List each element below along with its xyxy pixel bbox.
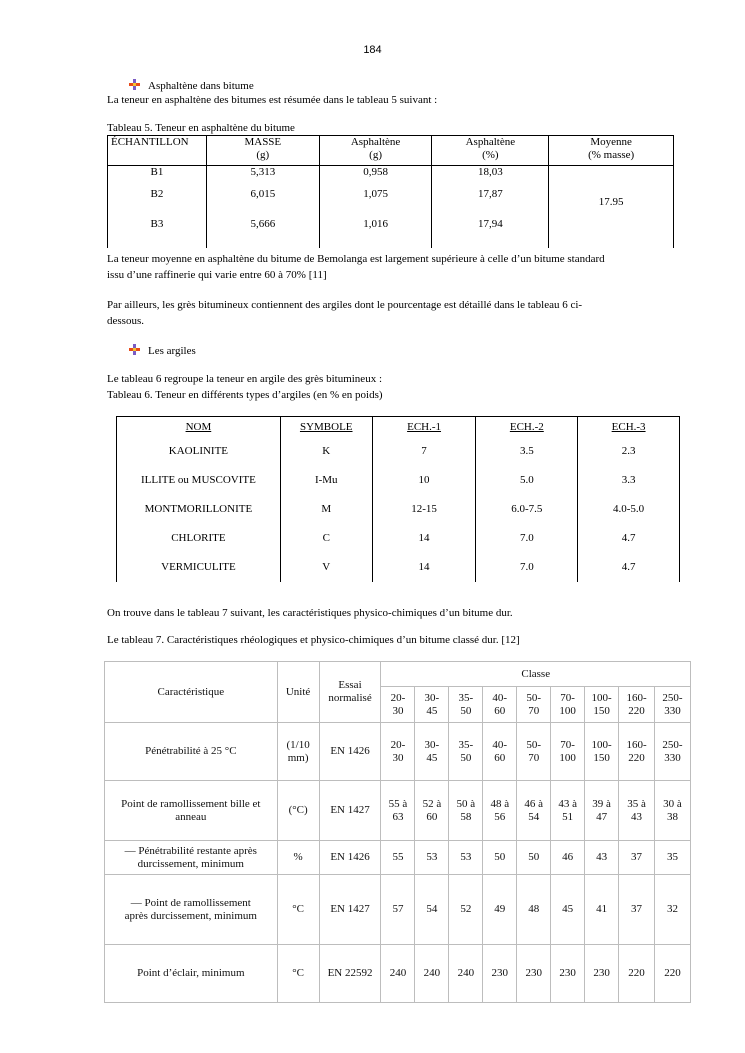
cell: 4.7	[578, 553, 680, 582]
value-cell: 49	[483, 875, 517, 945]
value-cell: 37	[619, 875, 655, 945]
value-cell: 100- 150	[585, 723, 619, 781]
characteristic-cell: Pénétrabilité à 25 °C	[105, 723, 278, 781]
header-cell: ÉCHANTILLON	[108, 136, 207, 166]
table-row	[105, 781, 691, 841]
header-cell: Asphaltène (%)	[432, 136, 549, 166]
table-header-row	[105, 662, 691, 687]
class-header-cell: 20- 30	[381, 687, 415, 723]
cell: 6,015	[206, 188, 319, 218]
value-cell: 50	[517, 841, 551, 875]
header-cell: ECH.-2	[476, 417, 578, 438]
cell: 3.5	[476, 437, 578, 466]
value-cell: 230	[483, 945, 517, 1003]
section-title: Asphaltène dans bitume	[148, 80, 254, 92]
cell: ILLITE ou MUSCOVITE	[117, 466, 281, 495]
header-cell: NOM	[117, 417, 281, 438]
header-cell: ECH.-1	[372, 417, 476, 438]
value-cell: 35 à 43	[619, 781, 655, 841]
cell: 7.0	[476, 553, 578, 582]
cell: B2	[108, 188, 207, 218]
cell: 2.3	[578, 437, 680, 466]
table-row	[105, 945, 691, 1003]
table-row	[117, 466, 680, 495]
value-cell: 54	[415, 875, 449, 945]
section-title: Les argiles	[148, 345, 196, 357]
table6-caption: Tableau 6. Teneur en différents types d’argiles (en % en poids)	[107, 389, 383, 401]
value-cell: 240	[415, 945, 449, 1003]
cell: 5.0	[476, 466, 578, 495]
table7-caption: Le tableau 7. Caractéristiques rhéologiques et physico-chimiques d’un bitume classé dur. [12]	[107, 634, 520, 646]
value-cell: 48 à 56	[483, 781, 517, 841]
value-cell: 39 à 47	[585, 781, 619, 841]
value-cell: 240	[381, 945, 415, 1003]
value-cell: 35- 50	[449, 723, 483, 781]
bullet-icon	[129, 79, 140, 90]
average-cell: 17.95	[549, 166, 674, 249]
value-cell: 57	[381, 875, 415, 945]
header-cell: Asphaltène (g)	[319, 136, 432, 166]
paragraph-asphaltene-comparison: La teneur moyenne en asphaltène du bitume de Bemolanga est largement supérieure à celle d’un bitume standard issu d’une raffinerie qui varie entre 60 à 70% [11]	[107, 253, 605, 281]
characteristic-cell: — Pénétrabilité restante après durcissement, minimum	[105, 841, 278, 875]
table6	[116, 416, 680, 582]
value-cell: 240	[449, 945, 483, 1003]
value-cell: 43	[585, 841, 619, 875]
section-intro: Le tableau 6 regroupe la teneur en argile des grès bitumineux :	[107, 373, 382, 385]
table-row	[105, 841, 691, 875]
cell: 6.0-7.5	[476, 495, 578, 524]
cell: K	[280, 437, 372, 466]
class-header-cell: 40- 60	[483, 687, 517, 723]
cell: C	[280, 524, 372, 553]
class-header-cell: 35- 50	[449, 687, 483, 723]
class-header-cell: 70- 100	[551, 687, 585, 723]
cell: VERMICULITE	[117, 553, 281, 582]
test-standard-cell: EN 1426	[319, 723, 381, 781]
cell: M	[280, 495, 372, 524]
value-cell: 52 à 60	[415, 781, 449, 841]
cell: 12-15	[372, 495, 476, 524]
unit-cell: %	[277, 841, 319, 875]
header-cell: Caractéristique	[105, 662, 278, 723]
cell: 14	[372, 553, 476, 582]
section-intro: La teneur en asphaltène des bitumes est résumée dans le tableau 5 suivant :	[107, 94, 438, 106]
cell: 10	[372, 466, 476, 495]
cell: 7.0	[476, 524, 578, 553]
cell: I-Mu	[280, 466, 372, 495]
value-cell: 41	[585, 875, 619, 945]
value-cell: 46 à 54	[517, 781, 551, 841]
cell: B1	[108, 166, 207, 189]
unit-cell: (°C)	[277, 781, 319, 841]
value-cell: 35	[655, 841, 691, 875]
cell: B3	[108, 218, 207, 248]
cell: 17,94	[432, 218, 549, 248]
value-cell: 53	[415, 841, 449, 875]
class-header-cell: 160- 220	[619, 687, 655, 723]
value-cell: 40- 60	[483, 723, 517, 781]
table-header-row	[108, 136, 674, 166]
header-cell: Moyenne (% masse)	[549, 136, 674, 166]
value-cell: 53	[449, 841, 483, 875]
test-standard-cell: EN 1427	[319, 875, 381, 945]
cell: 18,03	[432, 166, 549, 189]
value-cell: 230	[585, 945, 619, 1003]
cell: 14	[372, 524, 476, 553]
test-standard-cell: EN 1426	[319, 841, 381, 875]
cell: 1,016	[319, 218, 432, 248]
cell: 4.0-5.0	[578, 495, 680, 524]
table5-caption: Tableau 5. Teneur en asphaltène du bitume	[107, 122, 295, 134]
value-cell: 52	[449, 875, 483, 945]
class-header-cell: 250- 330	[655, 687, 691, 723]
cell: 0,958	[319, 166, 432, 189]
table-row	[117, 495, 680, 524]
cell: 4.7	[578, 524, 680, 553]
value-cell: 230	[551, 945, 585, 1003]
cell: 7	[372, 437, 476, 466]
page-number: 184	[363, 44, 382, 56]
value-cell: 220	[655, 945, 691, 1003]
section-heading-argiles	[129, 344, 196, 357]
table5	[107, 135, 674, 248]
table-row	[108, 166, 674, 189]
class-header-cell: 30- 45	[415, 687, 449, 723]
paragraph-argiles-intro: Par ailleurs, les grès bitumineux contiennent des argiles dont le pourcentage est détaillé dans le tableau 6 ci- dessous.	[107, 299, 583, 327]
cell: 17,87	[432, 188, 549, 218]
unit-cell: (1/10 mm)	[277, 723, 319, 781]
value-cell: 250- 330	[655, 723, 691, 781]
cell: CHLORITE	[117, 524, 281, 553]
table-row	[117, 437, 680, 466]
value-cell: 45	[551, 875, 585, 945]
cell: KAOLINITE	[117, 437, 281, 466]
bullet-icon	[129, 344, 140, 355]
cell: 3.3	[578, 466, 680, 495]
value-cell: 32	[655, 875, 691, 945]
value-cell: 70- 100	[551, 723, 585, 781]
value-cell: 55	[381, 841, 415, 875]
table-row	[105, 875, 691, 945]
value-cell: 37	[619, 841, 655, 875]
table7	[104, 661, 691, 1003]
header-cell: SYMBOLE	[280, 417, 372, 438]
value-cell: 46	[551, 841, 585, 875]
header-cell: Essai normalisé	[319, 662, 381, 723]
cell: MONTMORILLONITE	[117, 495, 281, 524]
characteristic-cell: Point de ramollissement bille et anneau	[105, 781, 278, 841]
value-cell: 220	[619, 945, 655, 1003]
class-header-cell: 100- 150	[585, 687, 619, 723]
value-cell: 55 à 63	[381, 781, 415, 841]
characteristic-cell: — Point de ramollissement après durcissement, minimum	[105, 875, 278, 945]
value-cell: 43 à 51	[551, 781, 585, 841]
value-cell: 50	[483, 841, 517, 875]
table-header-row	[117, 417, 680, 438]
unit-cell: °C	[277, 875, 319, 945]
section-heading-asphaltene	[129, 79, 254, 92]
characteristic-cell: Point d’éclair, minimum	[105, 945, 278, 1003]
value-cell: 160- 220	[619, 723, 655, 781]
header-cell-classe: Classe	[381, 662, 691, 687]
unit-cell: °C	[277, 945, 319, 1003]
value-cell: 30 à 38	[655, 781, 691, 841]
value-cell: 50 à 58	[449, 781, 483, 841]
cell: V	[280, 553, 372, 582]
cell: 1,075	[319, 188, 432, 218]
test-standard-cell: EN 22592	[319, 945, 381, 1003]
value-cell: 30- 45	[415, 723, 449, 781]
paragraph-table7-intro: On trouve dans le tableau 7 suivant, les caractéristiques physico-chimiques d’un bitume dur.	[107, 607, 513, 619]
test-standard-cell: EN 1427	[319, 781, 381, 841]
header-cell: Unité	[277, 662, 319, 723]
value-cell: 20- 30	[381, 723, 415, 781]
header-cell: ECH.-3	[578, 417, 680, 438]
table-row	[117, 553, 680, 582]
class-header-cell: 50- 70	[517, 687, 551, 723]
table-row	[105, 723, 691, 781]
table-row	[117, 524, 680, 553]
cell: 5,666	[206, 218, 319, 248]
value-cell: 48	[517, 875, 551, 945]
value-cell: 50- 70	[517, 723, 551, 781]
value-cell: 230	[517, 945, 551, 1003]
header-cell: MASSE (g)	[206, 136, 319, 166]
cell: 5,313	[206, 166, 319, 189]
